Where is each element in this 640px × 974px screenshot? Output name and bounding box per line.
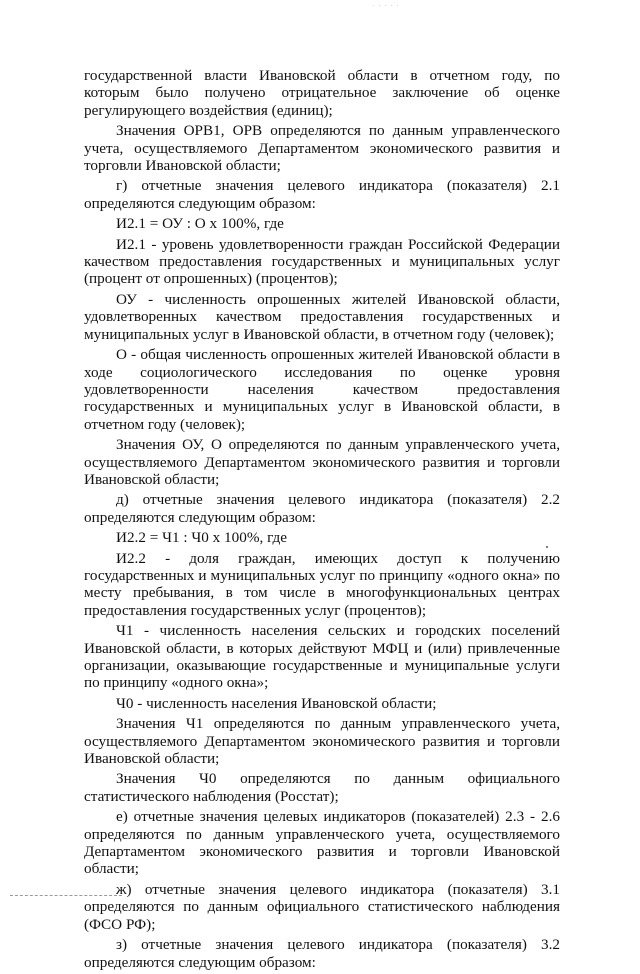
paragraph: Ч1 - численность населения сельских и городских поселений Ивановской области, в которых действуют МФЦ и (или) привлеченные организации, оказывающие государственные и муниципальные услуги по принципу «одного окна»; [84, 622, 560, 692]
formula-i2-2: И2.2 = Ч1 : Ч0 х 100%, где [116, 529, 288, 547]
paragraph-item-d: д) отчетные значения целевого индикатора (показателя) 2.2 определяются следующим образом: [84, 491, 560, 526]
paragraph: ОУ - численность опрошенных жителей Ивановской области, удовлетворенных качеством предоставления государственных и муниципальных услуг в Ивановской области, в отчетном году (человек); [84, 290, 560, 343]
paragraph: И2.1 - уровень удовлетворенности граждан Российской Федерации качеством предоставления государственных и муниципальных услуг (процент от опрошенных) (процентов); [84, 235, 560, 288]
paragraph: Значения ОРВ1, ОРВ определяются по данным управленческого учета, осуществляемого Департаментом экономического развития и торговли Ивановской области; [84, 122, 560, 175]
formula-i2-1: И2.1 = ОУ : О х 100%, где [116, 215, 284, 233]
scan-mark: · · · · · [372, 2, 400, 10]
paragraph: Значения ОУ, О определяются по данным управленческого учета, осуществляемого Департаментом экономического развития и торговли Ивановской области; [84, 436, 560, 488]
paragraph: Значения Ч0 определяются по данным официального статистического наблюдения (Росстат); [84, 770, 560, 805]
paragraph-item-zh: ж) отчетные значения целевого индикатора (показателя) 3.1 определяются по данным официального статистического наблюдения (ФСО РФ); [84, 880, 560, 933]
paragraph: И2.2 - доля граждан, имеющих доступ к получению государственных и муниципальных услуг по принципу «одного окна» по месту пребывания, в том числе в многофункциональных центрах предоставления государственных услуг (процентов); [84, 549, 560, 619]
paragraph-continuation: государственной власти Ивановской области в отчетном году, по которым было получено отрицательное заключение об оценке регулирующего воздействия (единиц); [84, 67, 560, 119]
paragraph-item-z: з) отчетные значения целевого индикатора (показателя) 3.2 определяются следующим образом: [84, 936, 560, 971]
paragraph: О - общая численность опрошенных жителей Ивановской области в ходе социологического исследования по оценке уровня удовлетворенности населения качеством предоставления государственных и муниципальных услуг в Ивановской области, в отчетном году (человек); [84, 346, 560, 433]
paragraph: Значения Ч1 определяются по данным управленческого учета, осуществляемого Департаментом экономического развития и торговли Ивановской области; [84, 715, 560, 768]
bottom-rule [10, 895, 122, 896]
document-body [84, 67, 560, 974]
paragraph: Ч0 - численность населения Ивановской области; [116, 694, 437, 712]
paragraph-item-e: е) отчетные значения целевых индикаторов (показателей) 2.3 - 2.6 определяются по данным управленческого учета, осуществляемого Департаментом экономического развития и торговли Ивановской области; [84, 808, 560, 878]
scan-speck [546, 546, 548, 548]
paragraph-item-g: г) отчетные значения целевого индикатора (показателя) 2.1 определяются следующим образом: [84, 177, 560, 212]
